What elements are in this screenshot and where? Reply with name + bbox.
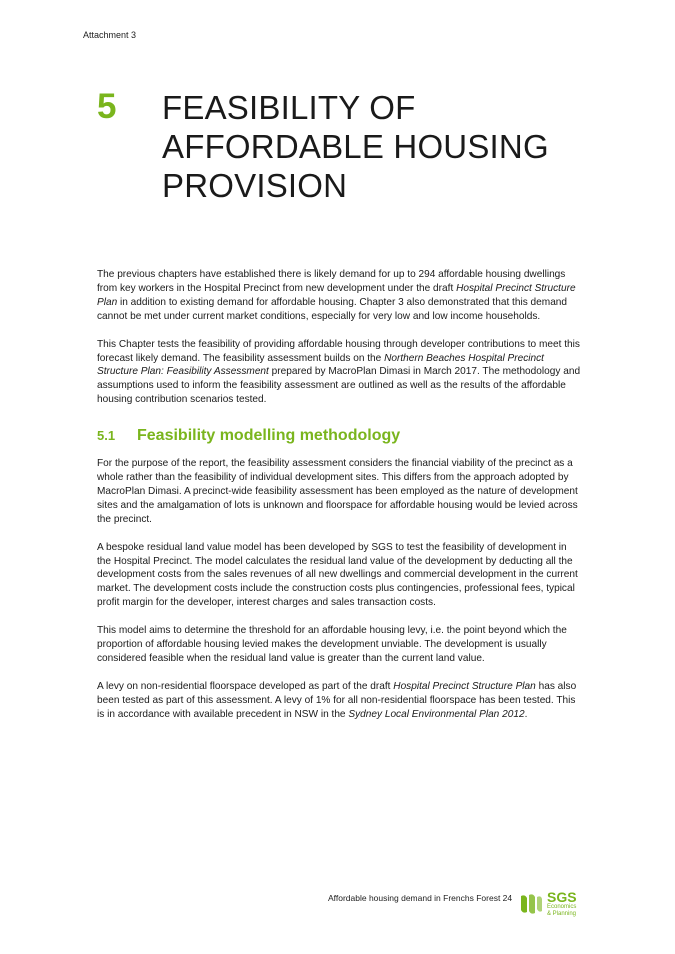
paragraph: A bespoke residual land value model has been developed by SGS to test the feasibility of development in the Hospital Precinct. The model calculates the residual land value of the development by deducting all the development costs from the sales revenues of all new dwellings and commercial development in the current market. The development costs include the construction costs plus contingencies, professional fees, typical profit margin for the developer, interest charges and sales transaction costs. <box>97 541 578 609</box>
logo-subtitle: Economics & Planning <box>547 904 577 917</box>
logo-wordmark: SGS <box>547 889 577 905</box>
chapter-number: 5 <box>97 87 117 126</box>
footer-text: Affordable housing demand in Frenchs Forest 24 <box>328 893 513 903</box>
paragraph: A levy on non-residential floorspace developed as part of the draft Hospital Precinct Structure Plan has also been tested as part of this assessment. A levy of 1% for all non-residential floorspace has been tested. This is in accordance with available precedent in NSW in the Sydney Local Environmental Plan 2012. <box>97 680 577 720</box>
section-number: 5.1 <box>97 428 116 444</box>
chapter-title-line: PROVISION <box>162 167 348 204</box>
body-text <box>97 268 583 736</box>
paragraph: For the purpose of the report, the feasibility assessment considers the financial viability of the precinct as a whole rather than the feasibility of individual development sites. This differs from the approach adopted by MacroPlan Dimasi. A precinct-wide feasibility assessment has been employed as the nature of development sites and the amalgamation of lots is unknown and floorspace for affordable housing would be levied across the precinct. <box>97 458 578 525</box>
chapter-title-line: AFFORDABLE HOUSING <box>162 128 549 165</box>
attachment-label: Attachment 3 <box>83 30 137 40</box>
chapter-title <box>162 88 582 205</box>
paragraph: The previous chapters have established there is likely demand for up to 294 affordable housing dwellings from key workers in the Hospital Precinct from new development under the draft Hospital Precinct Structure Plan in addition to existing demand for affordable housing. Chapter 3 also demonstrated that this demand cannot be met under current market conditions, especially for very low and low income households. <box>97 269 576 322</box>
sgs-logo-icon <box>519 892 543 916</box>
sgs-logo <box>519 890 589 918</box>
chapter-title-line: FEASIBILITY OF <box>162 89 416 126</box>
paragraph: This Chapter tests the feasibility of providing affordable housing through developer contributions to meet this forecast likely demand. The feasibility assessment builds on the Northern Beaches Hospital Precinct Structure Plan: Feasibility Assessment prepared by MacroPlan Dimasi in March 2017. The methodology and assumptions used to inform the feasibility assessment are outlined as well as the results of the affordable housing contribution scenarios tested. <box>97 338 581 406</box>
section-title: Feasibility modelling methodology <box>137 427 401 445</box>
paragraph: This model aims to determine the threshold for an affordable housing levy, i.e. the point beyond which the proportion of affordable housing levied makes the development unviable. The development is usually considered feasible when the residual land value is greater than the current land value. <box>97 625 567 664</box>
section-heading <box>97 429 583 443</box>
